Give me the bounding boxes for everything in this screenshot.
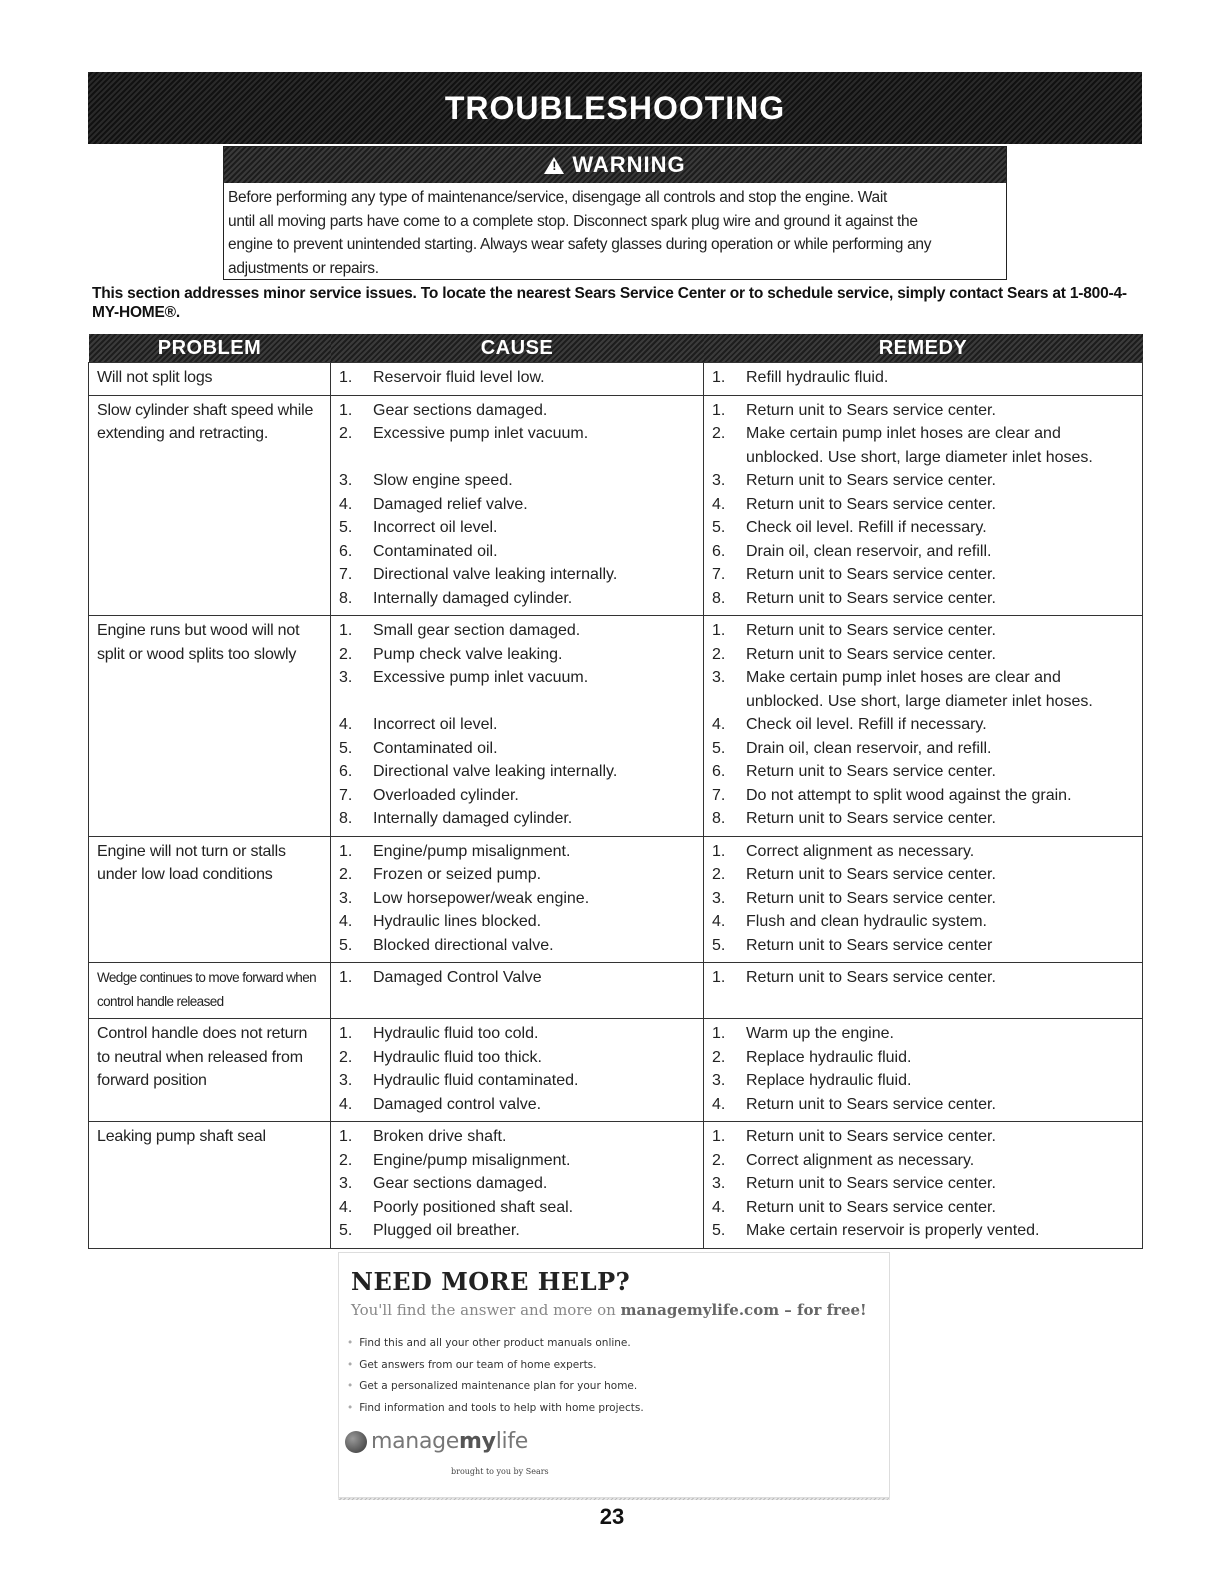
remedy-item [712,422,1136,469]
cause-item [339,713,697,737]
item-number: 8. [339,810,353,827]
cause-item [339,366,697,390]
item-text: Return unit to Sears service center [746,936,993,954]
help-bullet: • Find information and tools to help with home projects. [347,1398,644,1420]
item-number: 1. [339,969,353,986]
item-text: Check oil level. Refill if necessary. [746,519,987,536]
item-text: Broken drive shaft. [373,1128,507,1145]
table-row [89,395,1143,616]
remedy-item [712,784,1136,808]
item-text: Return unit to Sears service center. [746,1175,996,1192]
page-number: 23 [599,1504,625,1529]
item-number: 5. [339,936,353,954]
need-more-help-box [338,1252,890,1498]
cause-item [339,666,697,690]
remedy-list [712,366,1136,390]
cause-item [339,887,697,911]
item-text: Damaged control valve. [373,1095,542,1113]
help-bullets [347,1333,644,1419]
item-number: 2. [339,1151,353,1169]
item-text: Return unit to Sears service center. [746,1128,996,1145]
item-number: 5. [712,1222,726,1239]
item-text [373,446,697,470]
cause-item [339,1172,697,1196]
item-text: Poorly positioned shaft seal. [373,1198,574,1216]
problem-cell: Will not split logs [89,363,331,396]
warning-header [224,147,1006,183]
warning-text [224,183,1006,280]
item-text: Flush and clean hydraulic system. [746,913,987,930]
help-bullet: • Get a personalized maintenance plan for your home. [347,1376,644,1398]
warning-label: WARNING [572,152,686,177]
remedy-list [712,399,1136,611]
item-number: 5. [339,1222,353,1239]
item-text: Return unit to Sears service center. [746,495,996,513]
item-text: Return unit to Sears service center. [746,810,996,827]
cause-item [339,493,697,517]
remedy-item [712,366,1136,390]
item-number: 2. [712,425,726,442]
remedy-item [712,1149,1136,1173]
cause-item [339,540,697,564]
cause-item [339,643,697,667]
remedy-item [712,493,1136,517]
cause-item [339,1149,697,1173]
problem-cell: Engine runs but wood will not split or wood splits too slowly [89,616,331,837]
cause-item [339,1196,697,1220]
item-text: Engine/pump misalignment. [373,842,571,860]
item-number: 2. [712,1151,726,1169]
logo-text-b: my [459,1429,496,1454]
item-text: Overloaded cylinder. [373,786,519,804]
cause-item [339,1219,697,1243]
remedy-cell [704,616,1143,837]
remedy-item [712,760,1136,784]
item-text: Correct alignment as necessary. [746,1151,975,1169]
item-number [339,446,373,470]
item-number: 1. [712,969,726,986]
item-text: Replace hydraulic fluid. [746,1072,912,1089]
item-text: Contaminated oil. [373,739,498,757]
item-text: Check oil level. Refill if necessary. [746,716,987,733]
item-number: 4. [339,495,353,513]
item-number: 4. [339,1095,353,1113]
cause-list [339,840,697,958]
item-text: Internally damaged cylinder. [373,810,573,827]
remedy-item [712,666,1136,713]
item-text: Hydraulic fluid too cold. [373,1025,539,1042]
remedy-item [712,563,1136,587]
table-row [89,963,1143,1019]
remedy-item [712,1196,1136,1220]
item-text: Excessive pump inlet vacuum. [373,425,589,442]
remedy-item [712,643,1136,667]
table-row [89,1122,1143,1249]
item-number: 4. [339,716,353,733]
remedy-cell [704,1019,1143,1122]
help-subtitle [351,1301,867,1319]
item-text: Slow engine speed. [373,472,513,489]
item-number: 3. [339,669,353,686]
cause-item [339,760,697,784]
remedy-item [712,1069,1136,1093]
item-text: Return unit to Sears service center. [746,969,996,986]
item-number: 6. [339,542,353,560]
item-text: Return unit to Sears service center. [746,566,996,583]
item-number: 7. [712,786,726,804]
item-text: Damaged Control Valve [373,969,542,986]
remedy-item [712,1125,1136,1149]
remedy-item [712,840,1136,864]
remedy-item [712,399,1136,423]
remedy-cell [704,363,1143,396]
item-text: Hydraulic lines blocked. [373,913,542,930]
cause-item [339,1046,697,1070]
item-number: 4. [712,1198,726,1216]
remedy-item [712,910,1136,934]
remedy-item [712,1022,1136,1046]
problem-cell: Slow cylinder shaft speed while extending and retracting. [89,395,331,616]
item-text: Small gear section damaged. [373,622,581,639]
item-text: Plugged oil breather. [373,1222,520,1239]
remedy-item [712,1046,1136,1070]
cause-list [339,966,697,990]
item-text: Directional valve leaking internally. [373,566,618,583]
item-number [339,690,373,714]
remedy-item [712,887,1136,911]
remedy-item [712,1172,1136,1196]
cause-cell [331,363,704,396]
cause-item [339,422,697,446]
help-subtitle-post: – for free! [779,1301,867,1319]
item-number: 5. [712,519,726,536]
item-text: Correct alignment as necessary. [746,842,975,860]
item-number: 1. [339,622,353,639]
item-text: Return unit to Sears service center. [746,401,996,419]
item-number: 3. [712,1175,726,1192]
header-remedy: REMEDY [704,334,1143,363]
help-byline: brought to you by Sears [451,1467,549,1476]
item-number: 8. [339,589,353,607]
help-title: NEED MORE HELP? [351,1267,631,1296]
item-number: 2. [339,425,353,442]
item-text: Return unit to Sears service center. [746,1095,996,1113]
help-bullet: • Find this and all your other product manuals online. [347,1333,644,1355]
item-number: 1. [712,401,726,419]
cause-list [339,619,697,831]
item-text: Return unit to Sears service center. [746,589,996,607]
cause-item [339,807,697,831]
remedy-item [712,540,1136,564]
cause-item [339,1022,697,1046]
item-number: 2. [712,645,726,663]
cause-list [339,399,697,611]
item-text: Drain oil, clean reservoir, and refill. [746,739,992,757]
logo-text-c: life [495,1429,529,1454]
cause-item [339,619,697,643]
remedy-item [712,469,1136,493]
item-text: Excessive pump inlet vacuum. [373,669,589,686]
item-text: Return unit to Sears service center. [746,645,996,663]
item-number: 6. [712,542,726,560]
item-number: 3. [712,472,726,489]
item-number: 1. [339,369,353,386]
item-text: Damaged relief valve. [373,495,528,513]
item-number: 1. [339,401,353,419]
remedy-item [712,619,1136,643]
item-number: 7. [339,786,353,804]
remedy-item [712,737,1136,761]
header-cause: CAUSE [331,334,704,363]
remedy-item [712,863,1136,887]
item-number: 4. [712,716,726,733]
item-number: 5. [339,739,353,757]
cause-item [339,737,697,761]
item-number: 2. [712,866,726,883]
item-text: Reservoir fluid level low. [373,369,545,386]
cause-item [339,840,697,864]
problem-cell: Leaking pump shaft seal [89,1122,331,1249]
item-number: 4. [712,495,726,513]
warning-triangle-icon: ! [544,157,564,174]
item-number: 3. [712,669,726,686]
item-number: 8. [712,589,726,607]
table-row [89,616,1143,837]
remedy-item [712,587,1136,611]
cause-item [339,469,697,493]
cause-cell [331,963,704,1019]
item-text: Low horsepower/weak engine. [373,889,590,907]
item-number: 3. [712,1072,726,1089]
table-header-row [89,334,1143,363]
item-number: 1. [712,369,726,386]
page-title: TROUBLESHOOTING [444,89,786,126]
logo-globe-icon [345,1431,367,1453]
cause-item [339,516,697,540]
item-number: 4. [712,913,726,930]
logo-text-a: manage [371,1429,460,1454]
cause-item [339,587,697,611]
cause-cell [331,395,704,616]
item-text: Refill hydraulic fluid. [746,369,889,386]
item-number: 7. [712,566,726,583]
item-text: Directional valve leaking internally. [373,763,618,780]
item-text: Frozen or seized pump. [373,866,542,883]
cause-cell [331,1019,704,1122]
item-number: 3. [339,889,353,907]
item-number: 1. [339,1128,353,1145]
cause-cell [331,616,704,837]
item-number: 1. [339,1025,353,1042]
help-bullet: • Get answers from our team of home experts. [347,1355,644,1377]
item-number: 3. [339,1175,353,1192]
remedy-list [712,966,1136,990]
item-text: Blocked directional valve. [373,936,554,954]
remedy-cell [704,1122,1143,1249]
cause-item [339,966,697,990]
remedy-cell [704,395,1143,616]
item-number: 1. [712,622,726,639]
item-text: Make certain pump inlet hoses are clear and unblocked. Use short, large diameter inlet hoses. [746,669,1093,710]
item-text: Gear sections damaged. [373,401,548,419]
cause-item [339,690,697,714]
item-text: Do not attempt to split wood against the grain. [746,786,1072,804]
troubleshooting-table [88,334,1143,1249]
table-row [89,1019,1143,1122]
item-number: 3. [339,1072,353,1089]
remedy-item [712,934,1136,958]
item-number: 1. [339,842,353,860]
item-number: 1. [712,1128,726,1145]
item-text: Incorrect oil level. [373,716,498,733]
cause-item [339,934,697,958]
item-number: 6. [339,763,353,780]
cause-list [339,366,697,390]
problem-cell: Wedge continues to move forward when control handle released [89,963,331,1019]
item-number: 8. [712,810,726,827]
cause-item [339,1125,697,1149]
remedy-item [712,713,1136,737]
cause-cell [331,836,704,963]
remedy-item [712,966,1136,990]
cause-item [339,399,697,423]
item-text [373,690,697,714]
item-text: Hydraulic fluid too thick. [373,1048,542,1066]
warning-box [223,146,1007,280]
item-number: 2. [339,645,353,663]
item-number: 7. [339,566,353,583]
table-row [89,836,1143,963]
remedy-cell [704,836,1143,963]
item-number: 3. [339,472,353,489]
item-number: 2. [712,1048,726,1066]
item-text: Return unit to Sears service center. [746,1198,996,1216]
remedy-list [712,840,1136,958]
item-text: Engine/pump misalignment. [373,1151,571,1169]
remedy-item [712,1219,1136,1243]
problem-cell: Control handle does not return to neutral when released from forward position [89,1019,331,1122]
cause-item [339,784,697,808]
remedy-list [712,1022,1136,1116]
item-text: Return unit to Sears service center. [746,622,996,639]
warning-line: adjustments or repairs. [228,259,379,277]
cause-cell [331,1122,704,1249]
cause-list [339,1022,697,1116]
item-number: 1. [712,842,726,860]
item-number: 4. [339,913,353,930]
item-text: Return unit to Sears service center. [746,889,996,907]
remedy-item [712,1093,1136,1117]
remedy-item [712,516,1136,540]
item-number: 6. [712,763,726,780]
warning-line: Before performing any type of maintenance/service, disengage all controls and stop the engine. Wait [228,189,888,206]
cause-item [339,1093,697,1117]
item-text: Contaminated oil. [373,542,498,560]
item-number: 4. [339,1198,353,1216]
warning-line: until all moving parts have come to a complete stop. Disconnect spark plug wire and ground it against the [228,212,918,230]
item-number: 5. [712,739,726,757]
item-text: Make certain pump inlet hoses are clear and unblocked. Use short, large diameter inlet hoses. [746,425,1093,466]
intro-text: This section addresses minor service issues. To locate the nearest Sears Service Center or to schedule service, simply contact Sears at 1-800-4-MY-HOME®. [92,285,1127,321]
cause-list [339,1125,697,1243]
help-site-link[interactable]: managemylife.com [620,1301,780,1319]
item-text: Gear sections damaged. [373,1175,548,1192]
warning-line: engine to prevent unintended starting. Always wear safety glasses during operation or while performing any [228,236,932,253]
remedy-cell [704,963,1143,1019]
item-text: Return unit to Sears service center. [746,472,996,489]
item-text: Replace hydraulic fluid. [746,1048,912,1066]
logo-text [371,1429,528,1454]
page-title-banner [88,72,1142,144]
table-body [89,363,1143,1249]
item-text: Return unit to Sears service center. [746,866,996,883]
item-text: Make certain reservoir is properly vented. [746,1222,1040,1239]
item-text: Incorrect oil level. [373,519,498,536]
cause-item [339,863,697,887]
remedy-list [712,619,1136,831]
header-problem: PROBLEM [89,334,331,363]
item-number: 5. [712,936,726,954]
item-text: Pump check valve leaking. [373,645,563,663]
item-text: Hydraulic fluid contaminated. [373,1072,579,1089]
cause-item [339,446,697,470]
cause-item [339,910,697,934]
item-text: Warm up the engine. [746,1025,894,1042]
item-text: Drain oil, clean reservoir, and refill. [746,542,992,560]
item-number: 3. [712,889,726,907]
cause-item [339,563,697,587]
cause-item [339,1069,697,1093]
item-text: Return unit to Sears service center. [746,763,996,780]
item-number: 2. [339,1048,353,1066]
managemylife-logo [345,1429,528,1454]
item-text: Internally damaged cylinder. [373,589,573,607]
item-number: 1. [712,1025,726,1042]
item-number: 4. [712,1095,726,1113]
help-subtitle-pre: You'll find the answer and more on [351,1301,621,1319]
remedy-item [712,807,1136,831]
item-number: 2. [339,866,353,883]
item-number: 5. [339,519,353,536]
problem-cell: Engine will not turn or stalls under low load conditions [89,836,331,963]
remedy-list [712,1125,1136,1243]
table-row [89,363,1143,396]
